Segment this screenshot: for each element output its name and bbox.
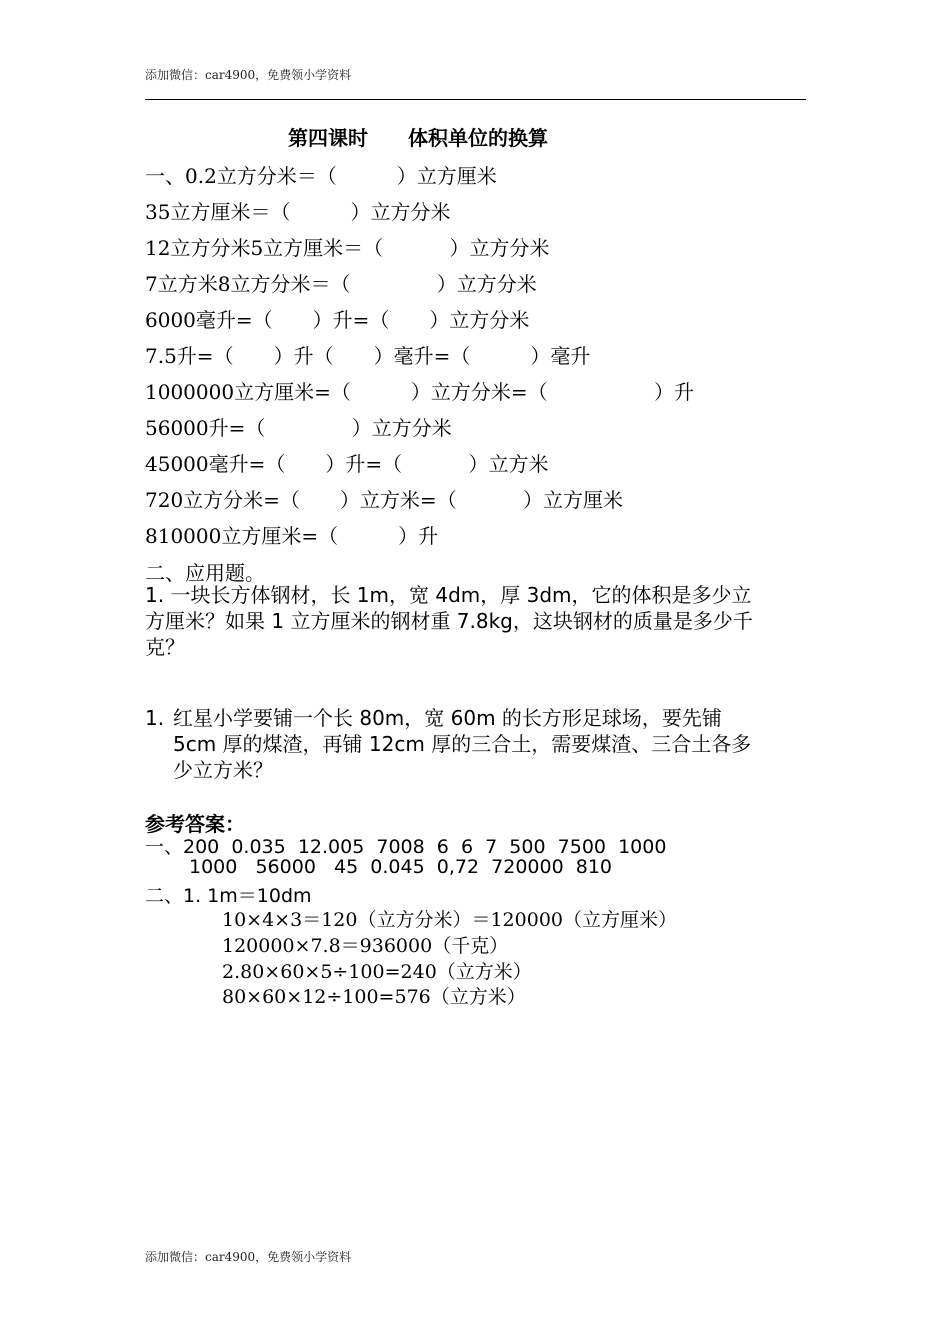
question-line-8: 56000升=（ ）立方分米 <box>145 416 452 440</box>
answer-line-3: 二、1. 1m＝10dm <box>145 885 312 907</box>
header-note: 添加微信：car4900，免费领小学资料 <box>145 68 352 82</box>
answer-line-5: 120000×7.8＝936000（千克） <box>222 935 509 957</box>
section-2-heading: 二、应用题。 <box>145 561 265 585</box>
page-title: 第四课时 体积单位的换算 <box>288 126 548 150</box>
answer-line-4: 10×4×3＝120（立方分米）＝120000（立方厘米） <box>222 909 677 931</box>
answer-line-2: 1000 56000 45 0.045 0,72 720000 810 <box>189 856 613 878</box>
answer-line-1: 一、200 0.035 12.005 7008 6 6 7 500 7500 1000 <box>145 836 667 858</box>
question-line-11: 810000立方厘米=（ ）升 <box>145 524 439 548</box>
answers-heading: 参考答案： <box>145 812 245 836</box>
question-line-10: 720立方分米=（ ）立方米=（ ）立方厘米 <box>145 488 624 512</box>
footer-note: 添加微信：car4900，免费领小学资料 <box>145 1250 352 1264</box>
question-line-4: 7立方米8立方分米＝（ ）立方分米 <box>145 272 537 296</box>
problem-2-number: 1. <box>145 706 165 730</box>
answer-line-7: 80×60×12÷100=576（立方米） <box>222 986 526 1008</box>
problem-2 <box>145 705 770 783</box>
answer-line-6: 2.80×60×5÷100=240（立方米） <box>222 961 532 983</box>
header-divider <box>145 99 806 100</box>
problem-1: 1. 一块长方体钢材，长 1m，宽 4dm，厚 3dm，它的体积是多少立方厘米？如果 1 立方厘米的钢材重 7.8kg，这块钢材的质量是多少千克？ <box>145 583 753 659</box>
question-line-6: 7.5升=（ ）升（ ）毫升=（ ）毫升 <box>145 344 591 368</box>
question-line-5: 6000毫升=（ ）升=（ ）立方分米 <box>145 308 530 332</box>
problem-2-text: 红星小学要铺一个长 80m，宽 60m 的长方形足球场，要先铺 5cm 厚的煤渣，再铺 12cm 厚的三合土，需要煤渣、三合土各多少立方米？ <box>173 706 752 782</box>
question-line-1: 一、0.2立方分米＝（ ）立方厘米 <box>145 164 497 188</box>
question-line-2: 35立方厘米＝（ ）立方分米 <box>145 200 451 224</box>
question-line-3: 12立方分米5立方厘米＝（ ）立方分米 <box>145 236 550 260</box>
question-line-7: 1000000立方厘米=（ ）立方分米=（ ）升 <box>145 380 694 404</box>
question-line-9: 45000毫升=（ ）升=（ ）立方米 <box>145 452 549 476</box>
